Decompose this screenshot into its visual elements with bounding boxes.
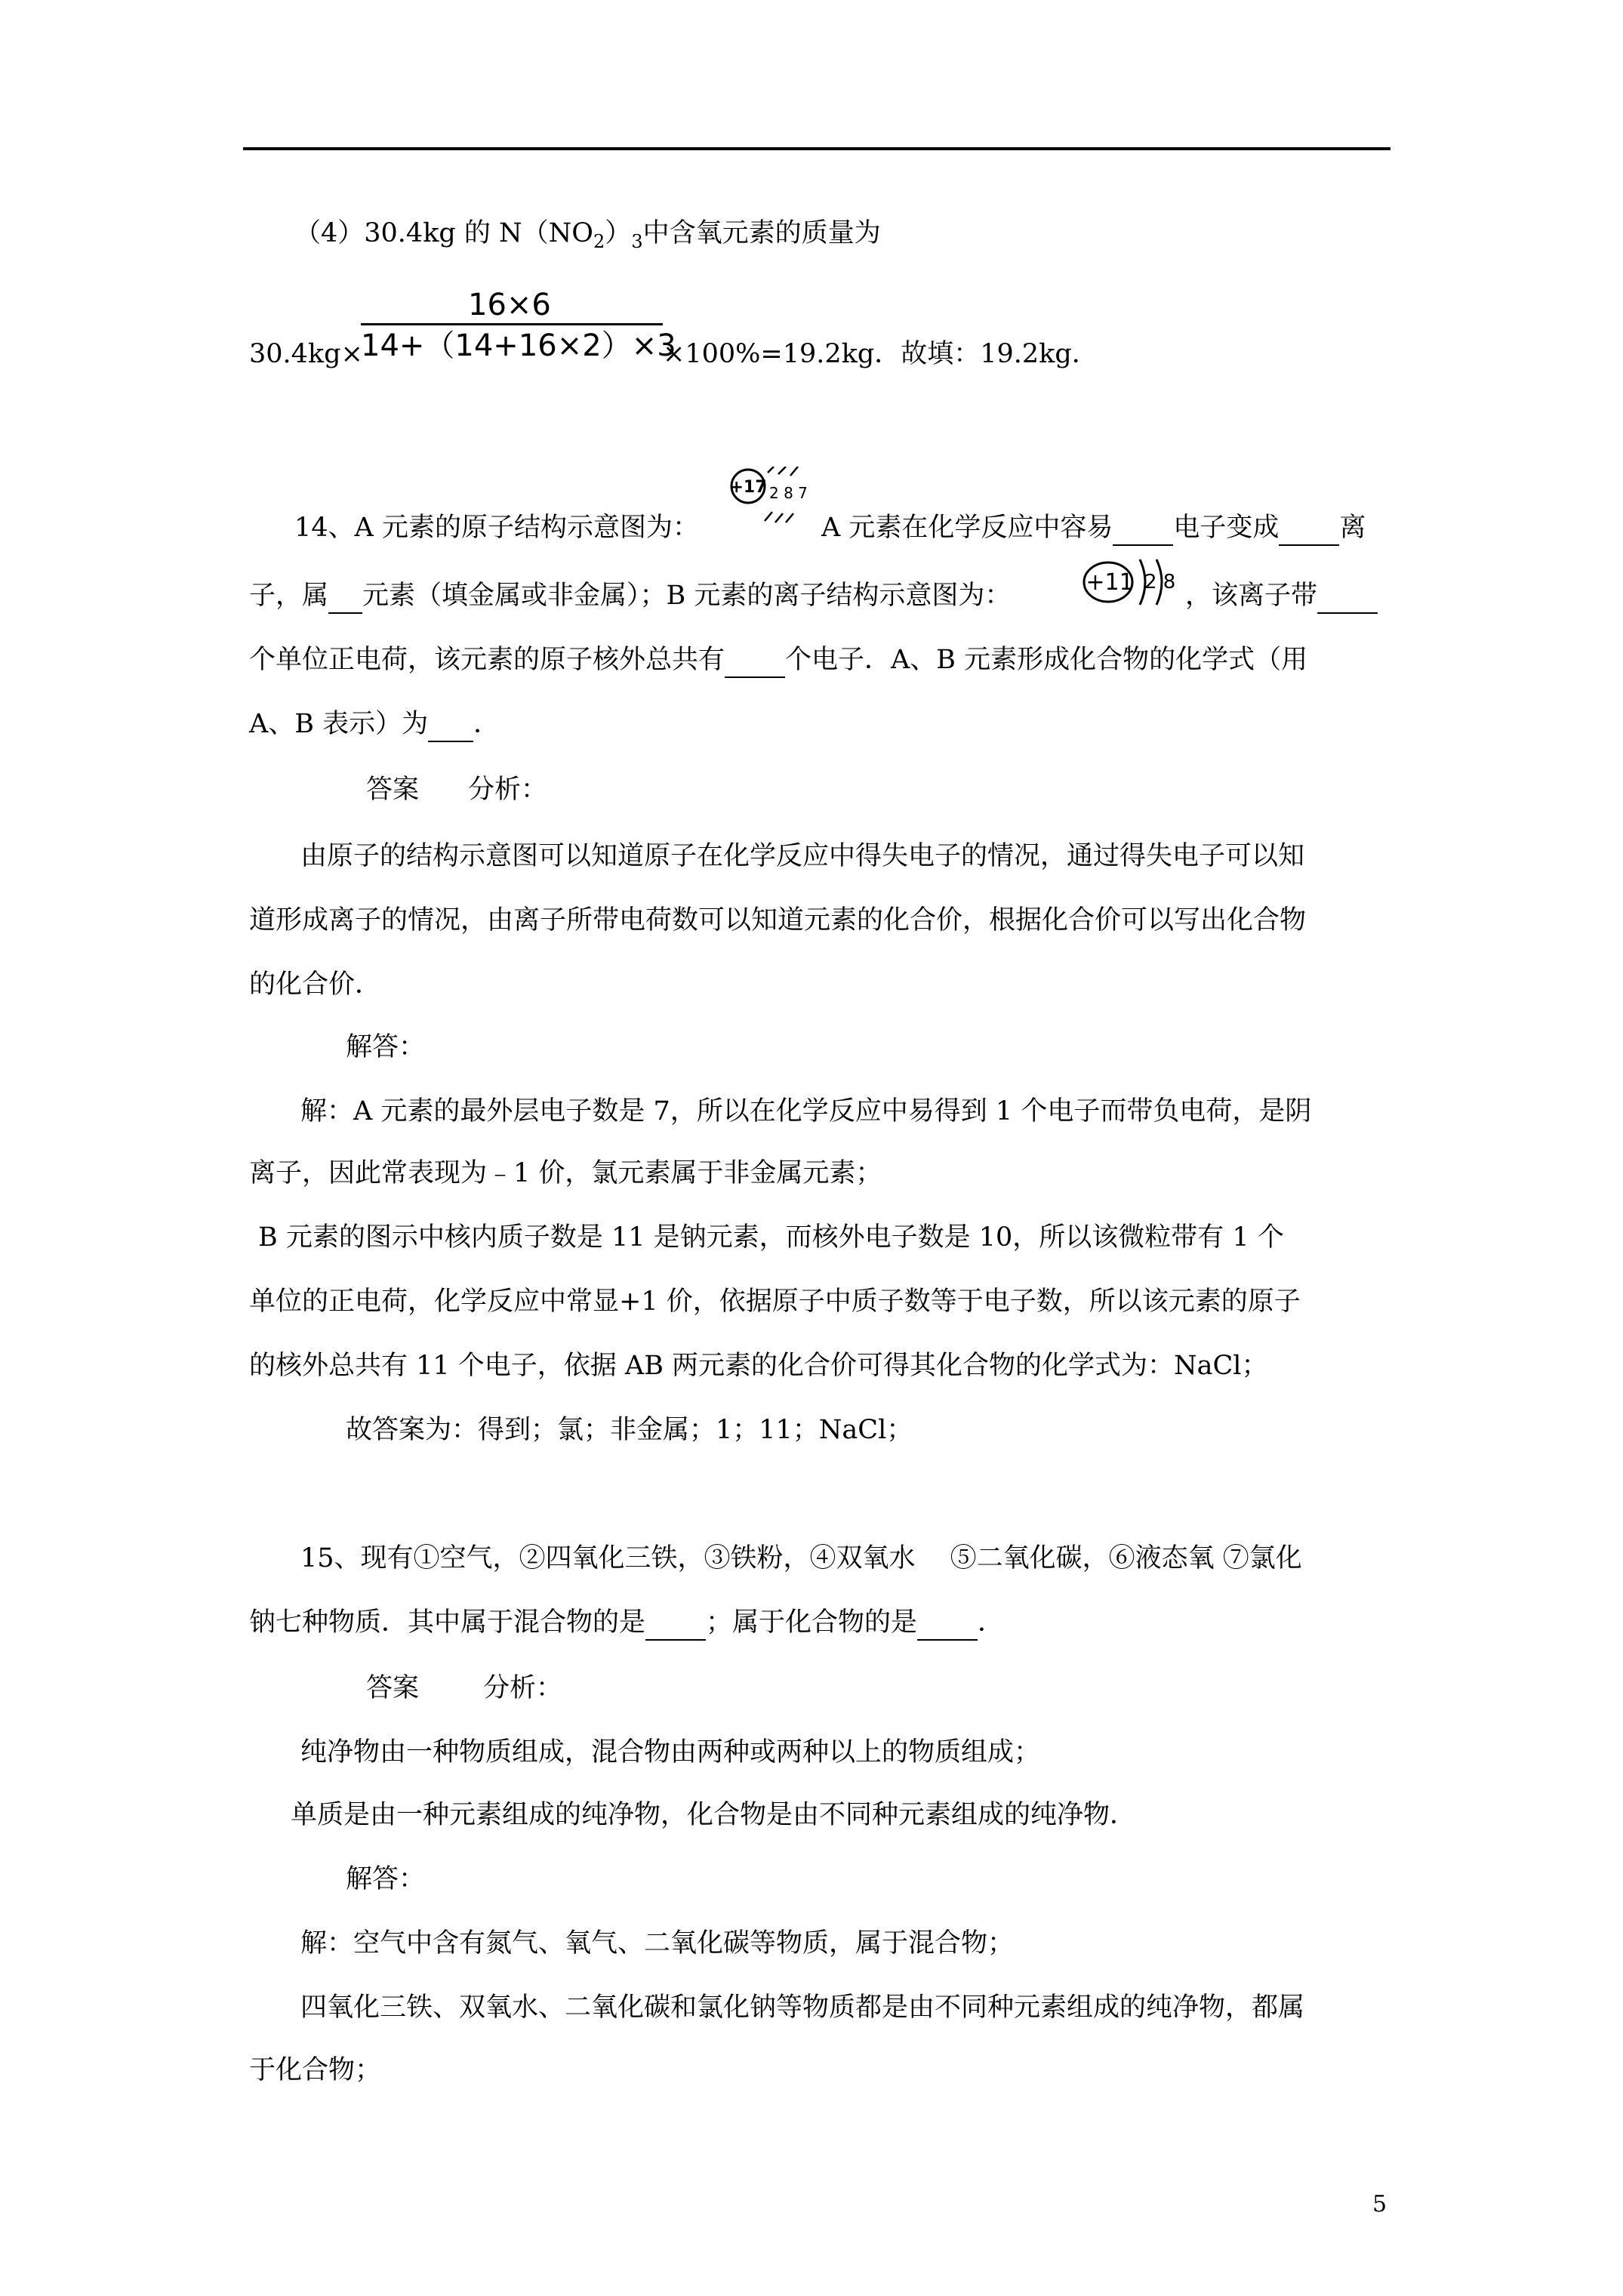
shell-electrons: 2 8 (1144, 571, 1176, 593)
q15-line2-c: ． (978, 1607, 1005, 1638)
q14-line2 (249, 578, 1011, 614)
electron-shell-arc (768, 467, 798, 476)
q15-solution-line: 于化合物； (249, 2055, 382, 2085)
q14-line3-b: 个电子．A、B 元素形成化合物的化学式（用 (785, 645, 1308, 675)
q15-analysis-line: 纯净物由一种物质组成，混合物由两种或两种以上的物质组成； (300, 1737, 1041, 1767)
q14-line1-a: 14、A 元素的原子结构示意图为： (294, 513, 699, 543)
q13-part4-sub2: 2 (593, 231, 605, 252)
q14-line4-a: A、B 表示）为 (249, 709, 429, 739)
q14-line2-c: ，该离子带 (1185, 581, 1318, 611)
q14-solution-label: 解答： (346, 1032, 426, 1062)
q14-line1-d: 离 (1339, 513, 1366, 543)
answer-blank (1317, 587, 1378, 614)
page-number: 5 (1372, 2191, 1387, 2217)
q14-line3-a: 个单位正电荷，该元素的原子核外总共有 (249, 645, 725, 675)
q15-line2 (249, 1604, 1004, 1641)
q14-solution-line: 离子，因此常表现为﹣1 价，氯元素属于非金属元素； (249, 1158, 882, 1188)
q15-solution-line: 四氧化三铁、双氧水、二氧化碳和氯化钠等物质都是由不同种元素组成的纯净物，都属 (300, 1992, 1305, 2023)
electron-shell-arc (765, 512, 793, 522)
q13-part4-post: 中含氧元素的质量为 (642, 218, 881, 248)
header-rule (243, 147, 1390, 150)
shell-electrons: 2 8 7 (769, 484, 808, 502)
q13-part4-pre: （4）30.4kg 的 N（NO (294, 218, 594, 248)
answer-blank (1279, 519, 1339, 546)
answer-blank (328, 587, 362, 614)
q14-answer-label: 答案 (366, 775, 420, 805)
fraction-denominator: 14+（14+16×2）×3 (361, 328, 676, 363)
q15-solution-line: 解：空气中含有氮气、氧气、二氧化碳等物质，属于混合物； (300, 1928, 1015, 1959)
ion-structure-diagram-b (1081, 555, 1187, 608)
q15-line2-a: 钠七种物质．其中属于混合物的是 (249, 1607, 646, 1638)
q14-solution-line: 单位的正电荷，化学反应中常显+1 价，依据原子中质子数等于电子数，所以该元素的原子 (249, 1287, 1301, 1317)
q14-solution-line: B 元素的图示中核内质子数是 11 是钠元素，而核外电子数是 10，所以该微粒带有 1 个 (258, 1222, 1284, 1253)
q14-line1-right (821, 510, 1366, 546)
q14-line1-c: 电子变成 (1173, 513, 1280, 543)
q13-part4-rhs: ×100%=19.2kg．故填：19.2kg． (663, 339, 1098, 369)
q14-line1 (294, 510, 699, 546)
q14-analysis-line: 由原子的结构示意图可以知道原子在化学反应中得失电子的情况，通过得失电子可以知 (300, 841, 1305, 871)
q14-line1-b: A 元素在化学反应中容易 (821, 513, 1113, 543)
answer-blank (725, 651, 785, 678)
q15-line2-b: ；属于化合物的是 (706, 1607, 918, 1638)
q13-part4-lhs: 30.4kg× (249, 339, 363, 369)
q14-line2-right (1185, 578, 1378, 614)
q14-solution-line: 故答案为：得到；氯；非金属；1；11；NaCl； (346, 1415, 913, 1445)
q14-line2-a: 子，属 (249, 581, 329, 611)
q14-analysis-label: 分析： (468, 775, 548, 805)
answer-blank (428, 715, 473, 742)
nucleus-label: +11 (1086, 569, 1134, 596)
q14-solution-line: 解：A 元素的最外层电子数是 7，所以在化学反应中易得到 1 个电子而带负电荷，是阴 (300, 1096, 1312, 1126)
q13-part4-paren: ） (605, 218, 632, 248)
q15-analysis-line: 单质是由一种元素组成的纯净物，化合物是由不同种元素组成的纯净物． (291, 1800, 1137, 1830)
q14-analysis-line: 道形成离子的情况，由离子所带电荷数可以知道元素的化合价，根据化合价可以写出化合物 (249, 905, 1307, 935)
answer-blank (645, 1613, 706, 1641)
nucleus-label: +17 (729, 478, 767, 497)
q14-line4-b: ． (473, 709, 500, 739)
q14-line4 (249, 706, 500, 742)
q14-analysis-line: 的化合价． (249, 969, 382, 1000)
answer-blank (917, 1613, 978, 1641)
q15-analysis-label: 分析： (483, 1673, 563, 1703)
q15-line1: 15、现有①空气，②四氧化三铁，③铁粉，④双氧水 ⑤二氧化碳，⑥液态氧 ⑦氯化 (300, 1543, 1302, 1573)
fraction-numerator: 16×6 (468, 288, 551, 322)
q13-part4-sub3: 3 (631, 231, 643, 252)
q15-solution-label: 解答： (346, 1864, 426, 1894)
q14-line2-b: 元素（填金属或非金属）；B 元素的离子结构示意图为： (362, 581, 1012, 611)
answer-blank (1113, 519, 1173, 546)
q13-part4-line (294, 215, 881, 260)
q15-answer-label: 答案 (366, 1673, 420, 1703)
atom-structure-diagram-a (728, 467, 823, 527)
q14-solution-line: 的核外总共有 11 个电子，依据 AB 两元素的化合价可得其化合物的化学式为：NaCl； (249, 1351, 1268, 1381)
fraction-bar (361, 323, 663, 325)
q14-line3 (249, 642, 1307, 678)
